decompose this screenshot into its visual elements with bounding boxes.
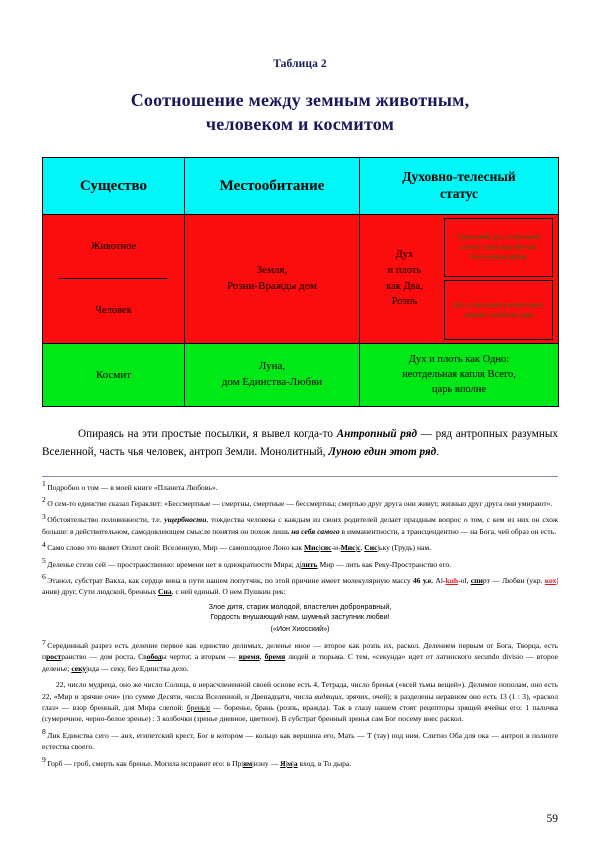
footnote-7-p2-bar: |: [205, 703, 207, 713]
footnote-6: [42, 572, 558, 598]
footnote-3-part2: , тождества человека с каждым из своих родителей делает праздным вопрос о том, с кем из них он схож больше: в действительном, самодовлеющем смысле понятия он похож лишь: [42, 515, 558, 536]
footnote-4-bar-3: |: [377, 543, 380, 553]
footnote-9-part1: Горб — гроб, смерть как бренье. Могила исправит его: в Пр: [47, 758, 242, 768]
status-unity-line3: царь вполне: [431, 384, 487, 396]
footnote-7-bold-4: бремя: [264, 652, 286, 662]
footnote-6-bar-1: |: [556, 575, 558, 585]
poem-line-2: Гордость внушающий нам, шумный заступник любви!: [210, 612, 390, 622]
being-animal-label: Животное: [90, 240, 137, 252]
table-header-status-line2: статус: [440, 185, 478, 201]
footnote-7-bold-2: обод: [146, 652, 162, 662]
footnote-4-part2: ьку (Грудь) нам.: [379, 543, 432, 553]
footnote-8: [42, 727, 558, 753]
cell-habitat-moon: [185, 343, 360, 406]
footnote-8-text: Лик Единства сего — анх, египетский крест, Бог в котором — кольцо как вершина его, Мать — Т (тау) под ним. Слитно Оба для ока — антроп в полноте естества своего.: [42, 730, 558, 752]
footnote-7-part5: людей и тюрьма. С тем, «секунда» идет от латинского secundo divisio — второе деленье;: [42, 652, 559, 673]
footnote-4-bold-3: Мис: [340, 543, 356, 553]
footnote-6-highlight-1: kuh: [445, 575, 459, 585]
footnote-6-part6: , с ней единый. О нем Пушкин рек:: [171, 587, 286, 597]
footnote-7-p2-part3: — боренье, брань (розпь, вражда). Так в глазу нашем стоят рецепторы зрящей ячейки его: 1 палочка (сумеречное, черно-белое зренье) : 3 колбочки (зренье дневное, цветное). В субстрат бренный зренья сам Бог посему внес раскол.: [42, 703, 559, 724]
footnote-9-bold-4: а: [293, 758, 298, 768]
habitat-moon-line2: дом Единства-Любви: [221, 375, 323, 388]
footnote-9-bold-3: м: [287, 758, 293, 768]
footnote-7-p2-underline-1: брень: [186, 703, 206, 713]
body-paragraph-emphasis-2: Луною един этот ряд: [328, 446, 437, 459]
footnote-5: [42, 555, 558, 570]
table-header-status-line1: Духовно-телесный: [402, 169, 516, 185]
footnote-3-marker: 3: [42, 511, 46, 521]
footnote-3-emphasis-1: ущербности: [164, 515, 207, 525]
footnote-9-bar-1: |: [241, 758, 243, 768]
status-spirit-line3: как Два,: [386, 280, 423, 292]
footnote-2-marker: 2: [42, 495, 46, 505]
footnote-7: [42, 637, 559, 674]
table-header-habitat: Местообитание: [185, 157, 360, 214]
footnote-1: [42, 479, 558, 493]
footnote-9: [42, 755, 558, 769]
footnote-7-p2-part1: 22, число мудреца, оно же число Солнца, в нерасчлененной своей основе есть 4, Тетрада, число бренья («всей тьмы вещей»). Делимое пополам, оно есть 22, «Мир и зрячие очи» (по сумме Десяти, числа Вселенной, и Двенадцати, числа: [42, 680, 558, 701]
footnote-2-text: О сем-то единстве сказал Гераклит: «Бессмертные — смертны, смертные — бессмертны; смертью друг друга они живут, жизнью друг друга они умирают».: [47, 498, 553, 508]
footnote-6-bold-2: спи: [470, 575, 483, 585]
footnote-7-part2: ранство — дом роста, Св: [61, 652, 147, 662]
poem-quote: [42, 602, 558, 635]
status-spirit-line2: и плоть: [387, 264, 422, 276]
page-title-line2: человеком и космитом: [205, 114, 395, 135]
cell-status-green: [360, 343, 559, 406]
footnote-4-bold-2: сис: [320, 543, 332, 553]
status-spirit-line4: Розпь: [391, 296, 418, 308]
footnote-6-part4: рт — Любви (укр.: [482, 575, 545, 585]
footnote-4-bold-1: Мис: [303, 543, 319, 553]
cell-status-red: [360, 214, 559, 343]
footnote-7-p2-part2: , зрячих, очей); в разделены неравном оно есть 13 (1 : 3), «раскол глаз» — взор бренный, для Мира слепой:: [42, 691, 558, 713]
footnote-7-bold-5: секу: [71, 663, 87, 673]
footnote-3-emphasis-2: на себя самого: [291, 526, 340, 536]
footnote-9-bold-1: ям: [242, 758, 253, 768]
footnote-4-bar-1: |: [318, 543, 321, 553]
footnote-3-part1: Обстоятельство половинности, т.е.: [47, 515, 165, 525]
being-cosmite-label: Космит: [95, 369, 132, 382]
footnote-8-marker: 8: [42, 727, 46, 737]
footnote-7-bar-1: |: [86, 663, 88, 673]
body-paragraph-emphasis-1: Антропный ряд: [336, 427, 418, 440]
footnote-5-part1: Деленье стези сей — пространственно: времени нет в однократности Мира; д: [47, 559, 300, 569]
footnote-3: [42, 511, 558, 537]
footnote-6-part1: Этанол, субстрат Вакха, как сердце вина в пути нашем попутчик, по этой причине имеет молекулярную массу: [47, 575, 413, 585]
footnote-9-bar-2: |: [252, 758, 254, 768]
body-paragraph-part3: .: [436, 446, 440, 459]
comparison-table: [42, 157, 559, 407]
footnote-1-text: Подробно о том — в моей книге «Планета Любовь».: [47, 482, 218, 492]
footnote-5-bar-1: |: [299, 559, 302, 569]
status-spirit-line1: Дух: [395, 249, 414, 261]
footnote-7-bold-1: рост: [46, 652, 62, 662]
footnote-4-marker: 4: [42, 539, 46, 549]
footnote-5-bold-1: лить: [301, 559, 318, 569]
footnote-6-bold-1: 46 у.е.: [412, 575, 434, 585]
footnote-2: [42, 495, 558, 509]
footnote-1-marker: 1: [42, 479, 46, 489]
poem-line-1: Злое дитя, старик молодой, властелин добронравный,: [208, 601, 392, 611]
table-header-row: [43, 157, 559, 214]
footnote-7-part4: ,: [259, 652, 265, 662]
cell-habitat-earth: [185, 214, 360, 343]
table-row: [43, 214, 559, 343]
footnote-6-bold-3: Сна: [158, 587, 172, 597]
footnote-4-bold-5: Сис: [364, 543, 378, 553]
footnote-9-bar-3: |: [285, 758, 288, 768]
footnote-9-bar-4: |: [292, 758, 294, 768]
habitat-moon-line1: Луна,: [258, 359, 286, 372]
footnote-7-part1: Серединный разрез есть деление первое как единство делимых, деленье иное — второе как розпь их, раскол. Делением первым от Бога, Творца, есть п: [42, 641, 558, 662]
table-row: [43, 343, 559, 406]
page-title-line1: Соотношение между земным животным,: [130, 90, 470, 110]
footnote-3-part3: в имманентности, а трансцендентно — на Бога, чей образ он есть.: [339, 526, 557, 536]
footnote-4-mid-2: ,: [360, 543, 365, 553]
status-note-group-spirit: Групповой дух, сторонний плоти; лишь вид ней как безгласным рабом: [444, 218, 553, 278]
cell-being-cosmite: [43, 343, 185, 406]
footnote-7-p2-underline-2: е: [206, 703, 211, 713]
poem-attribution: («Ион Хиосский»): [270, 624, 330, 634]
body-paragraph-part1: Опираясь на эти простые посылки, я вывел когда-то: [78, 427, 337, 440]
habitat-earth-line1: Земля,: [256, 263, 288, 276]
table-header-status: [360, 157, 559, 214]
footnote-4-bold-4: с: [357, 543, 361, 553]
footnote-7-bold-3: время: [238, 652, 260, 662]
footnote-4-mid-1: -и-: [331, 543, 341, 553]
footnote-7-part6: нда — секу, без Единства дело.: [87, 663, 189, 673]
table-header-being: Существо: [43, 157, 185, 214]
status-note-separate-spirit: Дух, отдельный в плоти как в тюрьме; в рабстве царь: [444, 280, 553, 340]
footnote-6-part3: -ol,: [458, 575, 471, 585]
body-paragraph-part2: — ряд антропных разумных Вселенной, часть чья человек, антроп Земли. Монолитный,: [42, 427, 558, 459]
footnote-9-part2: изну —: [253, 758, 281, 768]
cell-being-animal-human: [43, 214, 185, 343]
footnote-4-part1: Само слово это являет Оплот свой: Вселенную, Мир — самоплодное Лоно как: [47, 543, 304, 553]
body-paragraph: [42, 425, 558, 462]
footnote-5-marker: 5: [42, 555, 46, 565]
footnote-5-part2: Мир — лить как Реку-Пространство его.: [317, 559, 452, 569]
footnote-9-part3: вход, в То дыра.: [297, 758, 352, 768]
habitat-earth-line2: Розни-Вражды дом: [226, 279, 318, 292]
footnote-7-paragraph-2: [42, 679, 558, 725]
page-number: 59: [546, 813, 558, 825]
footnote-7-marker: 7: [42, 637, 46, 647]
footnote-6-part2: Al-: [433, 575, 446, 585]
footnote-7-part3: ы чертог, а вторым —: [161, 652, 239, 662]
footnote-9-bold-2: Я: [280, 758, 286, 768]
footnote-separator: [42, 476, 558, 477]
page-title: [42, 88, 558, 137]
being-human-label: Человек: [95, 305, 132, 317]
status-unity-line1: Дух и плоть как Одно:: [408, 353, 510, 365]
status-unity-line2: неотдельная капля Всего,: [402, 368, 516, 380]
footnote-9-marker: 9: [42, 755, 46, 765]
table-caption: Таблица 2: [273, 58, 327, 70]
footnote-6-highlight-2: кох: [544, 575, 557, 585]
footnote-4-bar-2: |: [355, 543, 358, 553]
footnote-4: [42, 539, 558, 553]
footnote-6-part5: ання) друг, Сути людской, бренных: [42, 587, 159, 597]
footnote-7-p2-emphasis-1: видящих: [314, 691, 342, 701]
footnote-6-marker: 6: [42, 572, 46, 582]
